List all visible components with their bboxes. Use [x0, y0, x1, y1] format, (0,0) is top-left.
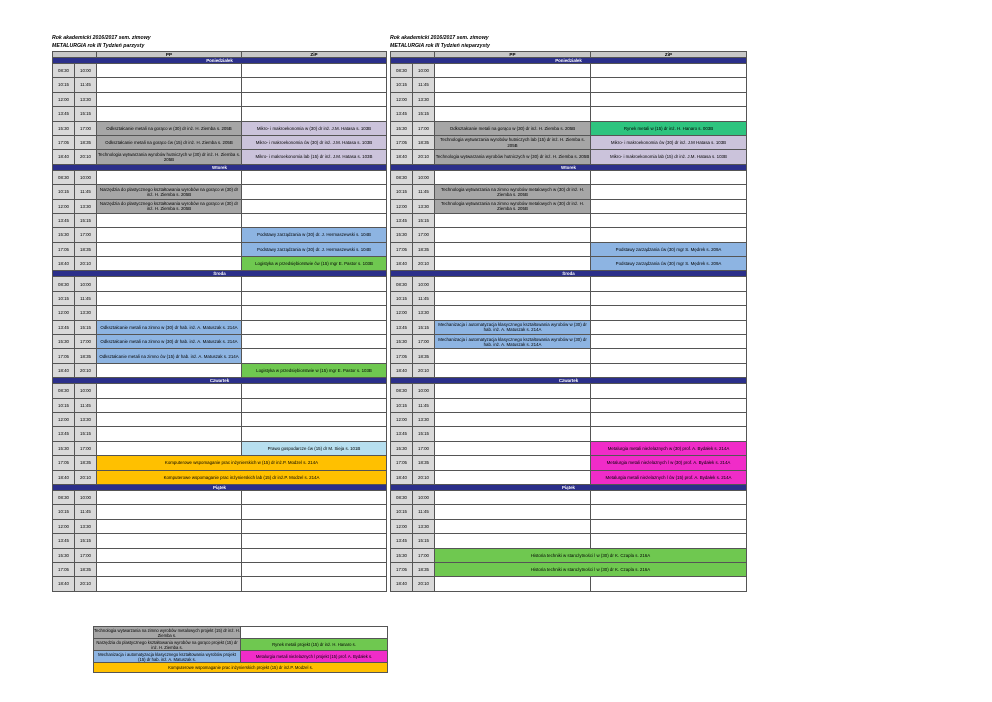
slot-end: 13:30 [413, 519, 435, 533]
slot-start: 15:30 [391, 121, 413, 135]
right-schedule-table [390, 51, 747, 592]
slot-end: 13:30 [413, 92, 435, 106]
class-cell[interactable]: Technologia wytwarzania wyrobów hutniczych w (30) dr inż. H. Ziemba s. 205B [97, 150, 242, 164]
slot-end: 13:30 [75, 412, 97, 426]
slot-start: 15:30 [391, 335, 413, 349]
class-cell[interactable]: Mikro- i makroekonomia w (30) dr inż. J.M. Hatasa s. 103B [242, 121, 387, 135]
slot-start: 17:05 [53, 456, 75, 470]
slot-end: 18:35 [75, 456, 97, 470]
slot-start: 15:30 [53, 548, 75, 562]
slot-end: 18:35 [413, 562, 435, 576]
slot-start: 17:05 [391, 135, 413, 149]
day-header: Poniedziałek [53, 58, 387, 64]
class-cell[interactable]: Mikro- i makroekonomia lab (15) dr inż. J.M. Hatasa s. 103B [242, 150, 387, 164]
slot-end: 20:10 [413, 470, 435, 484]
class-cell[interactable]: Metalurgia metali nieżelaznych w (30) prof. A. Bydałek s. 214A [591, 441, 747, 455]
slot-start: 15:30 [53, 121, 75, 135]
slot-end: 10:00 [413, 170, 435, 184]
slot-end: 11:45 [75, 78, 97, 92]
slot-end: 20:10 [75, 470, 97, 484]
slot-start: 15:30 [53, 228, 75, 242]
class-cell[interactable]: Odkształcanie metali na gorąco ćw (15) dr inż. H. Ziemba s. 205B [97, 135, 242, 149]
class-cell[interactable]: Podstawy zarządzania ćw (30) mgr S. Mędrek s. 209A [591, 242, 747, 256]
day-header: Piątek [53, 484, 387, 490]
class-cell[interactable]: Komputerowe wspomaganie prac inżynierskich w (15) dr inż.P. Modzel s. 214A [97, 456, 387, 470]
slot-end: 13:30 [75, 519, 97, 533]
class-cell[interactable]: Mikro- i makroekonomia ćw (30) dr inż. J.M Hatasa s. 103B [591, 135, 747, 149]
slot-start: 10:15 [53, 291, 75, 305]
slot-start: 10:15 [391, 78, 413, 92]
legend-item: Komputerowe wspomaganie prac inżynierskich projekt (15) dr inż.P. Modzel s. [94, 663, 388, 673]
slot-end: 20:10 [413, 577, 435, 591]
class-cell[interactable]: Narzędzia do plastycznego kształtowania wyrobów na gorąco w (30) dr inż. H. Ziemba s. 205B [97, 185, 242, 199]
class-cell[interactable]: Mikro- i makroekonomia lab (15) dr inż. J.M. Hatasa s. 103B [591, 150, 747, 164]
slot-end: 13:30 [413, 306, 435, 320]
class-cell[interactable]: Logistyka w przedsiębiorstwie w (15) mgr E. Pastor s. 103B [242, 363, 387, 377]
slot-end: 17:00 [413, 548, 435, 562]
class-cell[interactable]: Technologia wytwarzania na zimno wyrobów metalowych w (30) dr inż. H. Ziemba s. 205B [435, 199, 591, 213]
slot-end: 18:35 [413, 135, 435, 149]
class-cell[interactable]: Narzędzia do plastycznego kształtowania wyrobów na gorąco w (30) dr inż. H. Ziemba s. 205B [97, 199, 242, 213]
slot-start: 15:30 [391, 228, 413, 242]
slot-start: 12:00 [391, 412, 413, 426]
class-cell[interactable]: Odkształcanie metali na gorąco w (30) dr inż. H. Ziemba s. 205B [97, 121, 242, 135]
slot-end: 15:15 [413, 427, 435, 441]
class-cell[interactable]: Odkształcanie metali na gorąco w (30) dr inż. H. Ziemba s. 205B [435, 121, 591, 135]
left-academic-year: Rok akademicki 2016/2017 sem. zimowy [52, 35, 151, 41]
slot-end: 20:10 [413, 363, 435, 377]
slot-start: 15:30 [391, 441, 413, 455]
slot-end: 11:45 [413, 505, 435, 519]
day-header: Środa [391, 271, 747, 277]
slot-end: 11:45 [413, 398, 435, 412]
col-pp-header: PP [97, 52, 242, 58]
slot-start: 08:30 [391, 64, 413, 78]
slot-start: 12:00 [53, 519, 75, 533]
slot-end: 15:15 [75, 534, 97, 548]
class-cell[interactable]: Historia techniki w starożytności l w (30) dr K. Czapla s. 216A [435, 548, 747, 562]
left-schedule-table [52, 51, 387, 592]
class-cell[interactable]: Prawo gospodarcze ćw (15) dr M. Sieja s. 101B [242, 441, 387, 455]
slot-start: 13:45 [53, 534, 75, 548]
legend-item: Narzędzia do plastycznego kształtowania wyrobów na gorąco projekt (15) dr inż. H. Ziemba s. [94, 639, 241, 651]
left-schedule-title: METALURGIA rok III Tydzień parzysty [52, 43, 145, 49]
slot-start: 15:30 [391, 548, 413, 562]
slot-end: 17:00 [413, 441, 435, 455]
slot-start: 08:30 [53, 384, 75, 398]
class-cell[interactable]: Logistyka w przedsiębiorstwie ćw (15) mgr E. Pastor s. 103B [242, 257, 387, 271]
slot-start: 10:15 [53, 78, 75, 92]
legend-item: Rynek metali projekt (15) dr inż. H. Hanaro s. [241, 639, 388, 651]
class-cell[interactable]: Odkształcanie metali na zimno ćw (15) dr hab. inż. A. Matuszak s. 214A [97, 349, 242, 363]
slot-start: 10:15 [391, 398, 413, 412]
slot-end: 15:15 [75, 427, 97, 441]
slot-end: 11:45 [75, 398, 97, 412]
slot-end: 10:00 [413, 277, 435, 291]
class-cell[interactable]: Technologia wytwarzania na zimno wyrobów metalowych w (30) dr inż. H. Ziemba s. 205B [435, 185, 591, 199]
slot-end: 13:30 [75, 92, 97, 106]
slot-end: 11:45 [75, 505, 97, 519]
slot-end: 18:35 [75, 242, 97, 256]
slot-end: 13:30 [413, 412, 435, 426]
slot-end: 20:10 [75, 577, 97, 591]
slot-end: 18:35 [413, 349, 435, 363]
slot-start: 17:05 [391, 562, 413, 576]
slot-end: 17:00 [413, 121, 435, 135]
col-zip-header: ZiP [242, 52, 387, 58]
slot-start: 13:45 [391, 320, 413, 334]
day-header: Piątek [391, 484, 747, 490]
class-cell[interactable]: Odkształcanie metali na zimno w (30) dr hab. inż. A. Matuszak s. 214A [97, 335, 242, 349]
slot-start: 12:00 [391, 199, 413, 213]
slot-end: 10:00 [75, 384, 97, 398]
col-pp-header: PP [435, 52, 591, 58]
slot-start: 08:30 [391, 277, 413, 291]
class-cell[interactable]: Podstawy zarządzania w (30) dr. J. Hermaszewski s. 104B [242, 242, 387, 256]
class-cell[interactable]: Metalurgia metali nieżelaznych l w (30) prof. A. Bydałek s. 214A [591, 456, 747, 470]
class-cell[interactable]: Mikro- i makroekonomia ćw (30) dr inż. J.M. Hatasa s. 103B [242, 135, 387, 149]
slot-end: 10:00 [413, 384, 435, 398]
slot-start: 18:40 [391, 470, 413, 484]
slot-end: 17:00 [75, 121, 97, 135]
slot-end: 10:00 [75, 170, 97, 184]
legend-item: Metalurgia metali nieżelaznych l projekt (15) prof. A. Bydałek s. [241, 651, 388, 663]
slot-start: 13:45 [53, 427, 75, 441]
slot-start: 12:00 [391, 92, 413, 106]
slot-start: 12:00 [53, 412, 75, 426]
slot-start: 17:05 [391, 242, 413, 256]
class-cell[interactable]: Podstawy zarządzania w (30) dr. J. Hermaszewski s. 104B [242, 228, 387, 242]
slot-end: 15:15 [413, 107, 435, 121]
slot-start: 18:40 [53, 363, 75, 377]
slot-start: 12:00 [391, 519, 413, 533]
slot-start: 17:05 [391, 349, 413, 363]
slot-end: 10:00 [75, 490, 97, 504]
class-cell[interactable]: Mechanizacja i automatyzacja klasycznego kształtowania wyrobów w (30) dr hab. inż. A. Matuszak s. 214A [435, 320, 591, 334]
slot-start: 18:40 [53, 470, 75, 484]
slot-end: 20:10 [75, 257, 97, 271]
slot-start: 18:40 [391, 363, 413, 377]
slot-end: 15:15 [75, 213, 97, 227]
slot-end: 17:00 [75, 548, 97, 562]
legend-item: Technologia wytwarzania na zimno wyrobów metalowych projekt (15) dr inż. H. Ziemba s. [94, 627, 240, 638]
slot-end: 13:30 [75, 306, 97, 320]
slot-end: 17:00 [75, 335, 97, 349]
slot-end: 11:45 [413, 185, 435, 199]
slot-start: 08:30 [53, 490, 75, 504]
slot-start: 17:05 [53, 562, 75, 576]
slot-start: 08:30 [53, 277, 75, 291]
class-cell[interactable]: Komputerowe wspomaganie prac inżynierskich lab (15) dr inż.P. Modzel s. 214A [97, 470, 387, 484]
slot-start: 17:05 [53, 242, 75, 256]
slot-end: 20:10 [75, 150, 97, 164]
project-legend-table [93, 626, 388, 673]
slot-end: 17:00 [75, 228, 97, 242]
slot-start: 10:15 [53, 398, 75, 412]
slot-start: 13:45 [391, 534, 413, 548]
slot-end: 15:15 [413, 213, 435, 227]
slot-start: 13:45 [53, 213, 75, 227]
slot-start: 13:45 [391, 427, 413, 441]
slot-start: 13:45 [391, 107, 413, 121]
slot-end: 20:10 [413, 150, 435, 164]
slot-start: 13:45 [53, 320, 75, 334]
slot-start: 17:05 [53, 135, 75, 149]
class-cell[interactable]: Technologia wytwarzania wyrobów hutniczych w (30) dr inż. H. Ziemba s. 205B [435, 150, 591, 164]
slot-start: 10:15 [53, 505, 75, 519]
slot-end: 13:30 [75, 199, 97, 213]
slot-start: 17:05 [391, 456, 413, 470]
slot-end: 18:35 [413, 456, 435, 470]
slot-end: 11:45 [413, 78, 435, 92]
class-cell[interactable]: Rynek metali w (15) dr inż. H. Hanaro s. 003B [591, 121, 747, 135]
day-header: Wtorek [53, 164, 387, 170]
col-zip-header: ZiP [591, 52, 747, 58]
class-cell[interactable]: Podstawy zarządzania ćw (30) mgr S. Mędrek s. 209A [591, 257, 747, 271]
slot-end: 10:00 [413, 64, 435, 78]
slot-end: 17:00 [75, 441, 97, 455]
slot-end: 11:45 [75, 291, 97, 305]
slot-end: 15:15 [75, 320, 97, 334]
slot-end: 17:00 [413, 228, 435, 242]
slot-end: 15:15 [75, 107, 97, 121]
slot-end: 18:35 [413, 242, 435, 256]
slot-start: 18:40 [391, 150, 413, 164]
slot-start: 18:40 [53, 150, 75, 164]
slot-end: 17:00 [413, 335, 435, 349]
slot-start: 15:30 [53, 441, 75, 455]
class-cell[interactable]: Mechanizacja i automatyzacja klasycznego kształtowania wyrobów w (30) dr hab. inż. A. Matuszak s. 214A [435, 335, 591, 349]
slot-start: 17:05 [53, 349, 75, 363]
slot-end: 15:15 [413, 320, 435, 334]
slot-start: 12:00 [53, 199, 75, 213]
legend-item: Mechanizacja i automatyzacja klasycznego kształtowania wyrobów projekt (15) dr hab. inż. A. Matuszak s. [94, 651, 241, 663]
slot-end: 10:00 [75, 277, 97, 291]
slot-start: 08:30 [53, 64, 75, 78]
slot-end: 11:45 [75, 185, 97, 199]
slot-end: 10:00 [413, 490, 435, 504]
slot-start: 10:15 [391, 291, 413, 305]
slot-start: 08:30 [391, 384, 413, 398]
day-header: Wtorek [391, 164, 747, 170]
slot-start: 18:40 [391, 257, 413, 271]
slot-end: 20:10 [413, 257, 435, 271]
slot-start: 13:45 [53, 107, 75, 121]
slot-start: 08:30 [391, 490, 413, 504]
class-cell[interactable]: Metalurgia metali nieżelaznych l ćw (15) prof. A. Bydałek s. 214A [591, 470, 747, 484]
slot-start: 10:15 [53, 185, 75, 199]
slot-end: 11:45 [413, 291, 435, 305]
slot-end: 20:10 [75, 363, 97, 377]
day-header: Poniedziałek [391, 58, 747, 64]
class-cell[interactable]: Odkształcanie metali na zimno w (30) dr hab. inż. A. Matuszak s. 214A [97, 320, 242, 334]
day-header: Czwartek [391, 378, 747, 384]
slot-end: 18:35 [75, 562, 97, 576]
slot-start: 18:40 [391, 577, 413, 591]
slot-end: 10:00 [75, 64, 97, 78]
right-schedule-title: METALURGIA rok III Tydzień nieparzysty [390, 43, 490, 49]
slot-start: 13:45 [391, 213, 413, 227]
class-cell[interactable]: Historia techniki w starożytności l w (30) dr K. Czapla s. 216A [435, 562, 747, 576]
slot-end: 15:15 [413, 534, 435, 548]
slot-start: 12:00 [391, 306, 413, 320]
slot-start: 10:15 [391, 185, 413, 199]
slot-start: 12:00 [53, 92, 75, 106]
slot-start: 18:40 [53, 257, 75, 271]
slot-start: 10:15 [391, 505, 413, 519]
class-cell[interactable]: Technologia wytwarzania wyrobów hutniczych lab (15) dr inż. H. Ziemba s. 205B [435, 135, 591, 149]
slot-start: 08:30 [53, 170, 75, 184]
day-header: Środa [53, 271, 387, 277]
slot-start: 15:30 [53, 335, 75, 349]
slot-end: 13:30 [413, 199, 435, 213]
slot-start: 18:40 [53, 577, 75, 591]
right-academic-year: Rok akademicki 2016/2017 sem. zimowy [390, 35, 489, 41]
slot-start: 12:00 [53, 306, 75, 320]
day-header: Czwartek [53, 378, 387, 384]
slot-end: 18:35 [75, 349, 97, 363]
slot-start: 08:30 [391, 170, 413, 184]
slot-end: 18:35 [75, 135, 97, 149]
